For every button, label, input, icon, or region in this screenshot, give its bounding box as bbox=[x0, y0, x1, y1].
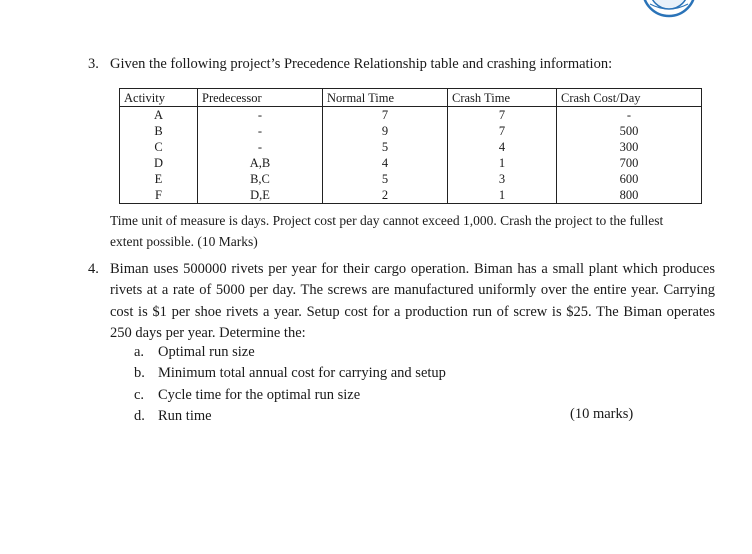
cell-normal-time: 5 bbox=[323, 139, 448, 155]
cell-normal-time: 7 bbox=[323, 107, 448, 124]
cell-crash-cost: 300 bbox=[557, 139, 702, 155]
cell-activity: F bbox=[120, 187, 198, 204]
list-item-letter: c. bbox=[134, 386, 145, 403]
list-item-text: Minimum total annual cost for carrying and setup bbox=[158, 365, 446, 382]
table-row bbox=[120, 123, 702, 139]
list-item-text: Run time bbox=[158, 407, 212, 424]
question-4-text: Biman uses 500000 rivets per year for their cargo operation. Biman has a small plant which produces rivets at a rate of 5000 per day. The screws are manufactured uniformly over the entire year. Carrying cost is $1 per shoe rivets a year. Setup cost for a production run of screw is $25. The Biman operates 250 days per year. Determine the: bbox=[110, 261, 715, 341]
university-seal-logo bbox=[640, 0, 698, 18]
list-item bbox=[134, 363, 446, 384]
cell-activity: B bbox=[120, 123, 198, 139]
cell-crash-time: 4 bbox=[448, 139, 557, 155]
cell-crash-cost: 700 bbox=[557, 155, 702, 171]
list-item bbox=[134, 342, 446, 363]
question-3-prompt bbox=[88, 56, 612, 73]
cell-predecessor: B,C bbox=[198, 171, 323, 187]
question-4-sublist bbox=[134, 342, 446, 427]
cell-activity: E bbox=[120, 171, 198, 187]
header-predecessor: Predecessor bbox=[198, 89, 323, 107]
list-item-letter: b. bbox=[134, 365, 145, 382]
list-item-letter: a. bbox=[134, 344, 145, 360]
list-item bbox=[134, 385, 446, 406]
header-crash-cost: Crash Cost/Day bbox=[557, 89, 702, 107]
header-activity: Activity bbox=[120, 89, 198, 107]
precedence-table bbox=[119, 88, 702, 204]
cell-predecessor: - bbox=[198, 139, 323, 155]
question-3-note bbox=[110, 210, 720, 252]
cell-activity: C bbox=[120, 139, 198, 155]
question-3-prompt-text: Given the following project’s Precedence Relationship table and crashing information: bbox=[110, 56, 613, 72]
cell-activity: A bbox=[120, 107, 198, 124]
list-item-letter: d. bbox=[134, 407, 145, 424]
list-item-text: Optimal run size bbox=[158, 344, 255, 360]
header-crash-time: Crash Time bbox=[448, 89, 557, 107]
cell-predecessor: D,E bbox=[198, 187, 323, 204]
cell-normal-time: 4 bbox=[323, 155, 448, 171]
cell-normal-time: 5 bbox=[323, 171, 448, 187]
cell-crash-cost: 500 bbox=[557, 123, 702, 139]
list-item-text: Cycle time for the optimal run size bbox=[158, 386, 361, 403]
cell-crash-cost: 600 bbox=[557, 171, 702, 187]
cell-predecessor: - bbox=[198, 107, 323, 124]
cell-crash-time: 3 bbox=[448, 171, 557, 187]
table-row bbox=[120, 187, 702, 204]
cell-crash-time: 7 bbox=[448, 123, 557, 139]
cell-predecessor: - bbox=[198, 123, 323, 139]
question-4-number: 4. bbox=[88, 261, 99, 277]
question-4-marks: (10 marks) bbox=[570, 406, 634, 422]
table-row bbox=[120, 155, 702, 171]
cell-crash-cost: - bbox=[557, 107, 702, 124]
question-4 bbox=[88, 259, 716, 341]
cell-crash-cost: 800 bbox=[557, 187, 702, 204]
header-normal-time: Normal Time bbox=[323, 89, 448, 107]
cell-crash-time: 1 bbox=[448, 187, 557, 204]
table-row bbox=[120, 139, 702, 155]
cell-activity: D bbox=[120, 155, 198, 171]
question-3-note-line-1: Time unit of measure is days. Project cost per day cannot exceed 1,000. Crash the project to the fullest bbox=[110, 213, 664, 228]
question-3-number: 3. bbox=[88, 56, 99, 72]
list-item bbox=[134, 406, 446, 427]
table-header-row bbox=[120, 89, 702, 107]
cell-normal-time: 9 bbox=[323, 123, 448, 139]
table-row bbox=[120, 107, 702, 124]
cell-crash-time: 7 bbox=[448, 107, 557, 124]
table-row bbox=[120, 171, 702, 187]
question-3-note-line-2: extent possible. (10 Marks) bbox=[110, 234, 258, 249]
cell-crash-time: 1 bbox=[448, 155, 557, 171]
cell-normal-time: 2 bbox=[323, 187, 448, 204]
cell-predecessor: A,B bbox=[198, 155, 323, 171]
